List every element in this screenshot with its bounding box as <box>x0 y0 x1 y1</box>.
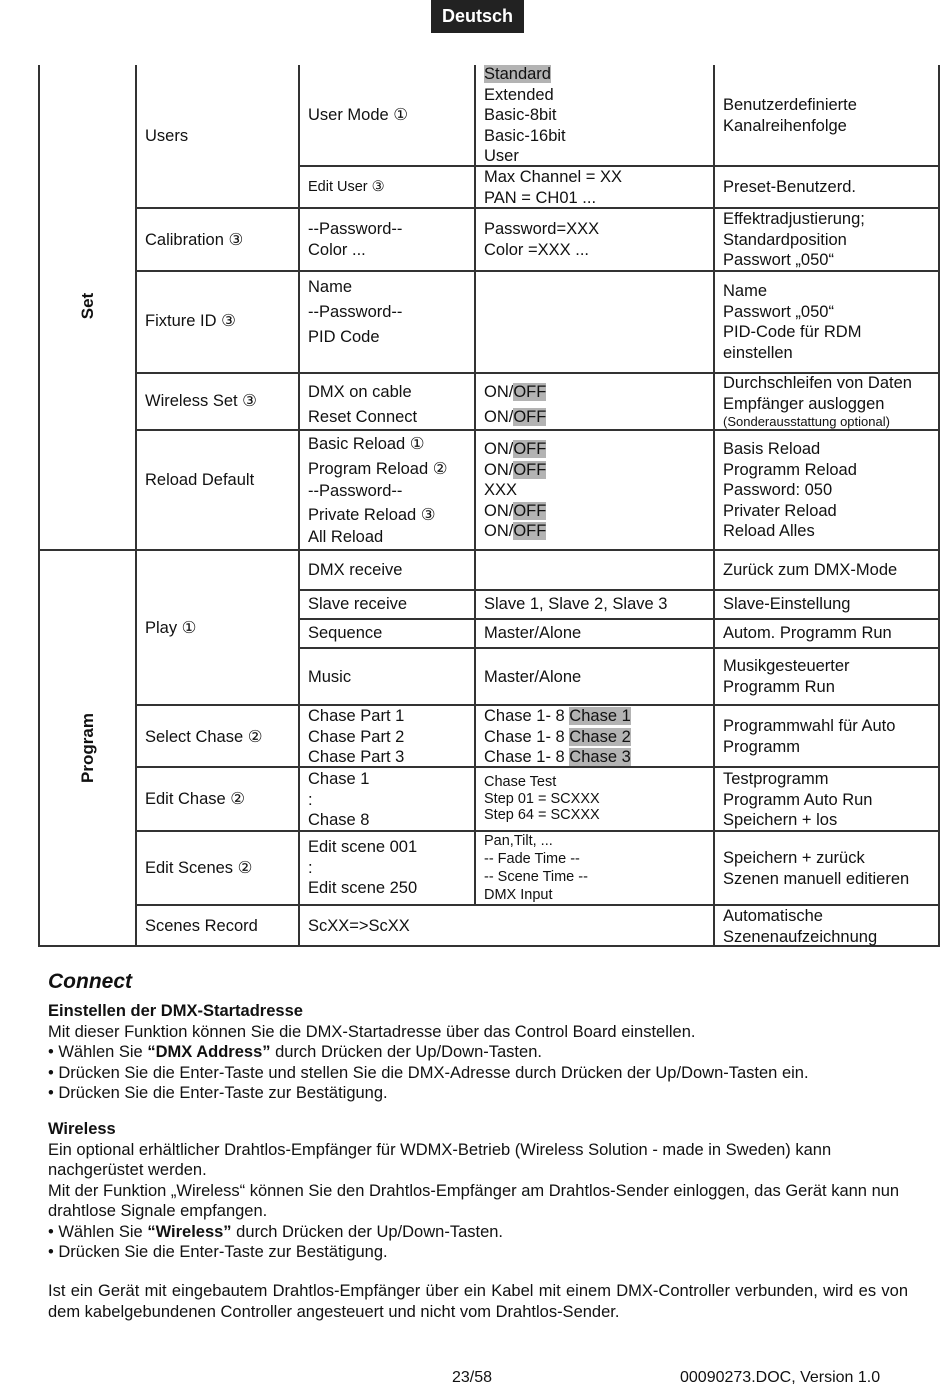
func-line: Chase Part 3 <box>308 748 405 766</box>
bullet-text: durch Drücken der Up/Down-Tasten. <box>231 1222 504 1241</box>
value-line: -- Scene Time -- <box>484 869 588 885</box>
wireless-bullet-1 <box>48 1222 908 1243</box>
value-line <box>484 706 631 727</box>
desc-note: (Sonderausstattung optional) <box>723 414 890 429</box>
desc-line: Musikgesteuerter <box>723 657 850 675</box>
dmx-bullet-2: • Drücken Sie die Enter-Taste und stellen Sie die DMX-Adresse durch Drücken der Up/Down-Tasten ein. <box>48 1063 809 1082</box>
value-line: Max Channel = XX <box>484 168 623 186</box>
desc-scenes-record <box>723 906 877 947</box>
func-line: Program Reload ② <box>308 460 448 478</box>
desc-slave-receive: Slave-Einstellung <box>723 595 851 613</box>
value-on: ON/ <box>484 440 514 458</box>
value-line: -- Fade Time -- <box>484 851 580 867</box>
func-wireless-set <box>308 380 417 430</box>
table-column-divider <box>135 65 137 947</box>
values-user-mode <box>484 64 566 167</box>
group-label-set: Set <box>78 292 97 320</box>
func-line: Chase 1 <box>308 770 370 788</box>
document-version: 00090273.DOC, Version 1.0 <box>680 1369 881 1386</box>
desc-calibration <box>723 209 865 271</box>
func-sequence: Sequence <box>308 624 383 642</box>
value-sequence: Master/Alone <box>484 624 582 642</box>
func-line: Color ... <box>308 240 366 259</box>
desc-line: Durchschleifen von Daten <box>723 374 912 392</box>
desc-line: Privater Reload <box>723 501 837 520</box>
desc-line: Kanalreihenfolge <box>723 116 847 135</box>
value-line <box>484 521 546 542</box>
func-edit-user: Edit User ③ <box>308 179 385 195</box>
bullet-keyword: “Wireless” <box>147 1222 232 1241</box>
func-line: --Password-- <box>308 303 403 321</box>
func-line: : <box>308 858 313 877</box>
desc-line: Passwort „050“ <box>723 251 834 269</box>
func-line: Basic Reload ① <box>308 435 425 453</box>
row-label-wireless-set: Wireless Set ③ <box>145 392 257 410</box>
value-range: Chase 1- 8 <box>484 727 570 746</box>
value-music: Master/Alone <box>484 668 582 686</box>
desc-line: Effektradjustierung; <box>723 210 865 228</box>
bullet-keyword: “DMX Address” <box>147 1043 271 1061</box>
desc-reload-default <box>723 439 857 542</box>
row-divider <box>298 618 940 620</box>
value-off: OFF <box>513 501 547 520</box>
desc-line: Passwort „050“ <box>723 302 834 321</box>
row-divider <box>298 647 940 649</box>
func-line: PID Code <box>308 328 380 346</box>
desc-line: Name <box>723 282 768 300</box>
values-reload-default <box>484 439 546 542</box>
value-line <box>484 747 631 768</box>
dmx-bullet-3: • Drücken Sie die Enter-Taste zur Bestätigung. <box>48 1084 388 1102</box>
value-on: ON/ <box>484 522 514 540</box>
value-range: Chase 1- 8 <box>484 748 570 766</box>
func-line: Chase Part 2 <box>308 727 405 746</box>
value-line: Color =XXX ... <box>484 240 590 259</box>
row-label-edit-chase: Edit Chase ② <box>145 790 246 808</box>
func-line: --Password-- <box>308 482 403 500</box>
desc-edit-user: Preset-Benutzerd. <box>723 178 856 196</box>
desc-line: Programm Reload <box>723 460 857 479</box>
values-edit-user <box>484 167 622 208</box>
func-fixture-id <box>308 275 402 350</box>
desc-line: Szenenaufzeichnung <box>723 927 878 946</box>
desc-user-mode <box>723 95 857 136</box>
desc-line: Testprogramm <box>723 770 829 788</box>
wireless-paragraph-3: Ist ein Gerät mit eingebautem Drahtlos-Empfänger über ein Kabel mit einem DMX-Controller verbunden, wird es von dem kabelgebundenen Controller angesteuert und nicht vom Drahtlos-Sender. <box>48 1282 908 1321</box>
func-reload-default <box>308 434 448 548</box>
table-column-divider <box>474 65 476 905</box>
desc-line: Programm <box>723 737 801 756</box>
value-selected: Chase 2 <box>569 727 631 746</box>
wireless-paragraph-1: Ein optional erhältlicher Drahtlos-Empfänger für WDMX-Betrieb (Wireless Solution - made in Sweden) kann nachgerüstet werden. <box>48 1140 832 1179</box>
values-edit-chase <box>484 774 600 824</box>
desc-line: Reload Alles <box>723 522 815 540</box>
value-line: Step 64 = SCXXX <box>484 807 600 823</box>
value-off: OFF <box>513 460 547 479</box>
value-selected: Chase 1 <box>569 707 631 725</box>
bullet-text: durch Drücken der Up/Down-Tasten. <box>270 1043 542 1061</box>
func-edit-chase <box>308 769 369 831</box>
func-line: : <box>308 790 313 809</box>
desc-line: Standardposition <box>723 230 847 249</box>
func-line: All Reload <box>308 528 384 546</box>
value-on: ON/ <box>484 383 514 401</box>
func-line: Edit scene 001 <box>308 838 418 856</box>
group-label-program: Program <box>78 713 97 783</box>
value-off: OFF <box>513 408 547 426</box>
value-line <box>484 380 546 405</box>
page-number: 23/58 <box>452 1369 493 1386</box>
values-edit-scenes <box>484 832 588 904</box>
value-off: OFF <box>513 522 547 540</box>
desc-line: Szenen manuell editieren <box>723 869 910 888</box>
func-dmx-receive: DMX receive <box>308 561 403 579</box>
bullet-text: • Wählen Sie <box>48 1222 148 1241</box>
row-label-scenes-record: Scenes Record <box>145 917 258 935</box>
value-line <box>484 727 631 748</box>
value-selected: Chase 3 <box>569 748 631 766</box>
table-border-right <box>938 65 940 947</box>
func-music: Music <box>308 668 352 686</box>
desc-line: Password: 050 <box>723 481 833 499</box>
value-line <box>484 460 546 481</box>
desc-line: Benutzerdefinierte <box>723 96 857 114</box>
func-scenes-record: ScXX=>ScXX <box>308 917 410 935</box>
row-label-fixture-id: Fixture ID ③ <box>145 312 236 330</box>
func-select-chase <box>308 706 404 768</box>
value-line <box>484 501 546 522</box>
func-line: --Password-- <box>308 220 403 238</box>
table-column-divider <box>713 65 715 947</box>
group-divider <box>38 549 940 551</box>
value-standard: Standard <box>484 65 551 83</box>
value-basic-16bit: Basic-16bit <box>484 126 566 145</box>
value-on: ON/ <box>484 460 514 479</box>
subheading-dmx-address: Einstellen der DMX-Startadresse <box>48 1002 303 1020</box>
desc-dmx-receive: Zurück zum DMX-Mode <box>723 561 898 579</box>
dmx-intro: Mit dieser Funktion können Sie die DMX-Startadresse über das Control Board einstellen. <box>48 1022 696 1041</box>
value-user: User <box>484 147 519 165</box>
desc-line: Automatische <box>723 907 823 925</box>
section-heading-connect: Connect <box>48 970 132 993</box>
value-off: OFF <box>513 440 547 458</box>
value-line <box>484 439 546 460</box>
func-calibration <box>308 219 402 260</box>
func-line: DMX on cable <box>308 383 412 401</box>
row-label-calibration: Calibration ③ <box>145 231 244 249</box>
value-extended: Extended <box>484 85 554 104</box>
value-line: Pan,Tilt, ... <box>484 833 553 849</box>
wireless-paragraph-2: Mit der Funktion „Wireless“ können Sie den Drahtlos-Empfänger am Drahtlos-Sender einloggen, das Gerät kann nun drahtlose Signale empfangen. <box>48 1181 900 1220</box>
func-line: Chase 8 <box>308 811 370 829</box>
value-line: PAN = CH01 ... <box>484 188 597 207</box>
desc-edit-chase <box>723 769 872 831</box>
desc-music <box>723 656 850 697</box>
value-xxx: XXX <box>484 481 518 499</box>
func-slave-receive: Slave receive <box>308 595 408 613</box>
table-column-divider <box>298 65 300 947</box>
desc-line: einstellen <box>723 343 793 362</box>
desc-fixture-id <box>723 281 861 363</box>
value-line: Password=XXX <box>484 220 600 238</box>
wireless-section <box>48 1119 908 1263</box>
value-on: ON/ <box>484 501 514 520</box>
desc-sequence: Autom. Programm Run <box>723 624 892 642</box>
desc-line: Empfänger ausloggen <box>723 394 885 413</box>
desc-line: Programm Run <box>723 677 835 696</box>
func-edit-scenes <box>308 837 417 899</box>
value-on: ON/ <box>484 408 514 426</box>
desc-edit-scenes <box>723 848 909 889</box>
func-line: Name <box>308 278 353 296</box>
func-line: Private Reload ③ <box>308 506 436 524</box>
value-range: Chase 1- 8 <box>484 707 570 725</box>
func-line: Edit scene 250 <box>308 879 418 897</box>
desc-line: Programmwahl für Auto <box>723 717 896 735</box>
bullet-text: • Wählen Sie <box>48 1043 148 1061</box>
row-label-edit-scenes: Edit Scenes ② <box>145 859 253 877</box>
value-basic-8bit: Basic-8bit <box>484 106 557 124</box>
value-line <box>484 480 546 501</box>
row-label-users: Users <box>145 127 189 145</box>
value-line: Step 01 = SCXXX <box>484 790 600 807</box>
desc-line: Speichern + los <box>723 811 838 829</box>
func-line: Reset Connect <box>308 408 418 426</box>
row-label-select-chase: Select Chase ② <box>145 728 263 746</box>
language-badge: Deutsch <box>431 0 524 33</box>
value-line: Chase Test <box>484 774 557 790</box>
wireless-bullet-2: • Drücken Sie die Enter-Taste zur Bestätigung. <box>48 1243 388 1261</box>
value-off: OFF <box>513 383 547 401</box>
desc-wireless-set <box>723 373 912 430</box>
func-line: Chase Part 1 <box>308 707 405 725</box>
subheading-wireless: Wireless <box>48 1120 116 1138</box>
row-divider <box>298 589 940 591</box>
dmx-address-section <box>48 1001 908 1104</box>
table-border-left <box>38 65 40 947</box>
values-wireless-set <box>484 380 546 430</box>
value-line <box>484 405 546 430</box>
values-calibration <box>484 219 599 260</box>
row-label-play: Play ① <box>145 619 197 637</box>
row-label-reload-default: Reload Default <box>145 471 255 489</box>
func-user-mode: User Mode ① <box>308 106 409 124</box>
value-slave-receive: Slave 1, Slave 2, Slave 3 <box>484 595 668 613</box>
desc-line: PID-Code für RDM <box>723 323 862 341</box>
desc-select-chase <box>723 716 895 757</box>
dmx-bullet-1 <box>48 1042 908 1063</box>
desc-line: Basis Reload <box>723 440 821 458</box>
desc-line: Speichern + zurück <box>723 849 865 867</box>
value-line: DMX Input <box>484 887 553 903</box>
desc-line: Programm Auto Run <box>723 790 873 809</box>
values-select-chase <box>484 706 631 768</box>
